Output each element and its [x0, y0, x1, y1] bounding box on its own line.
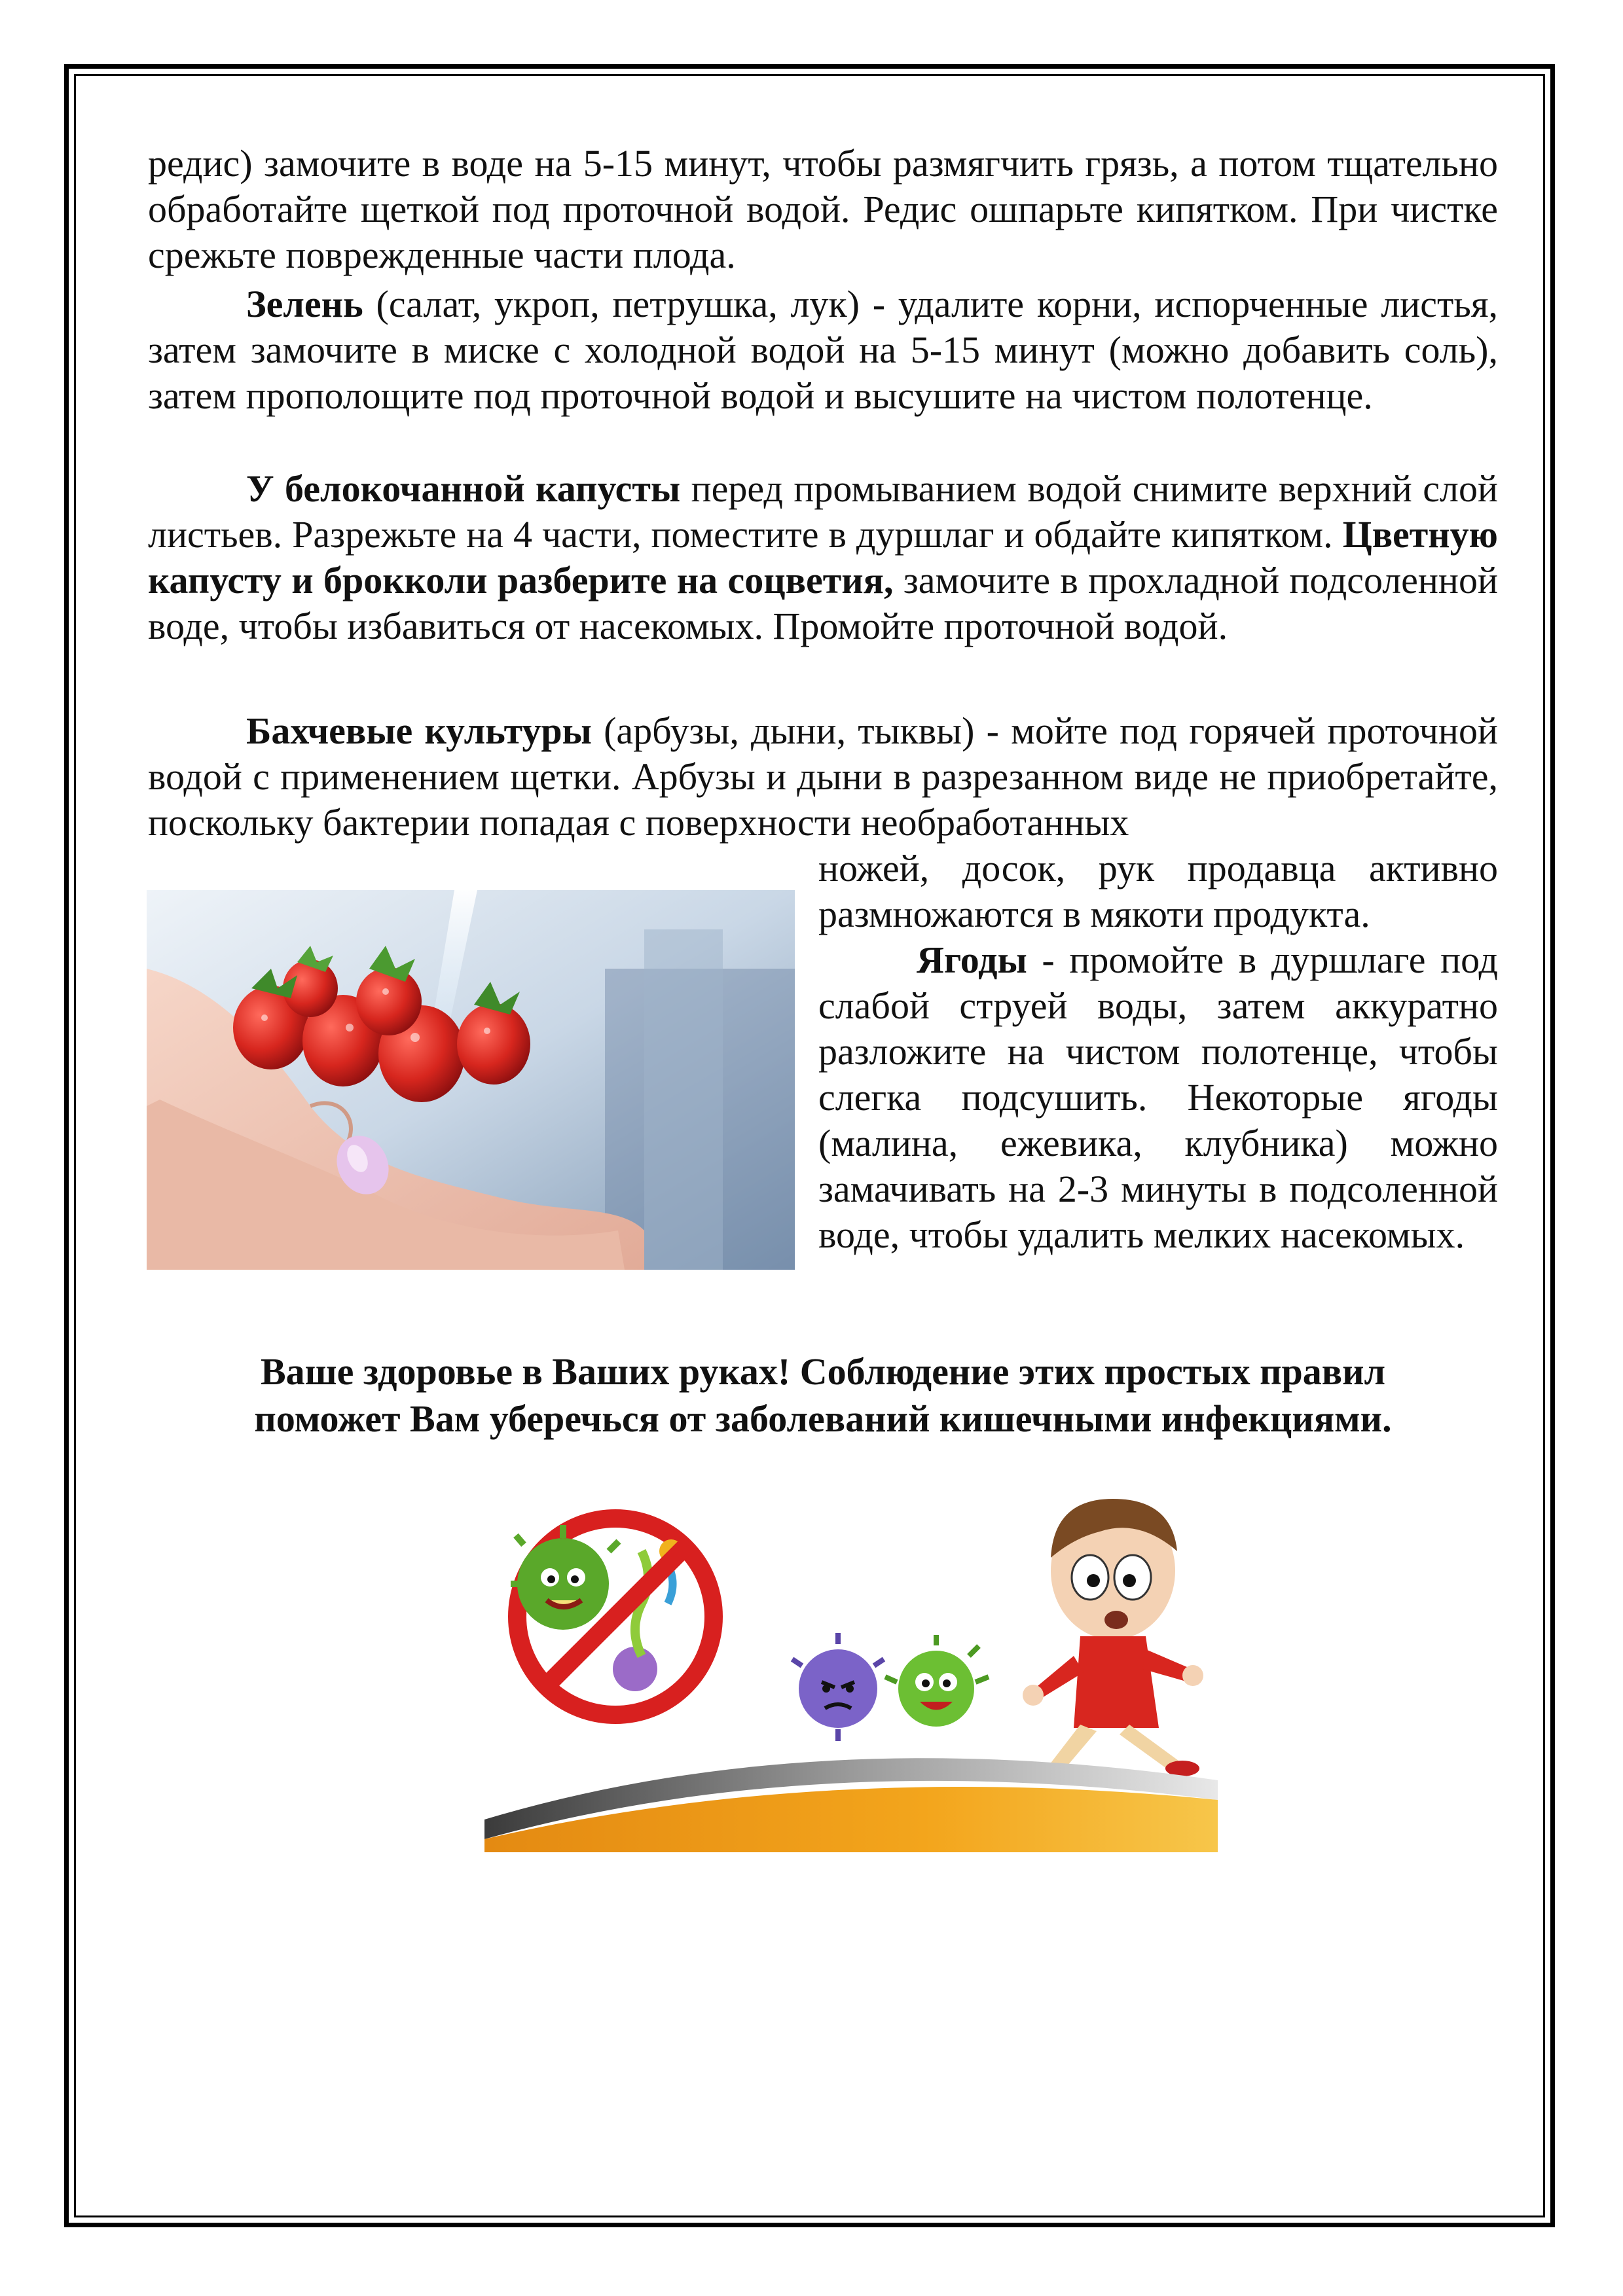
- paragraph-text: перед промыванием водой снимите верхний слой листьев. Разрежьте на 4 части, поместите в дуршлаг и обдайте кипятком.: [148, 467, 1498, 556]
- paragraph-melons-continued: [818, 846, 1498, 937]
- paragraph-berries: [818, 937, 1498, 1258]
- closing-message: [148, 1348, 1498, 1443]
- paragraph-cabbage: [148, 466, 1498, 649]
- green-germ-icon: [885, 1635, 989, 1727]
- paragraph-text: ножей, досок, рук продавца активно размножаются в мякоти продукта.: [818, 847, 1498, 935]
- paragraph-text: (арбузы, дыни, тыквы) - мойте под горячей проточной водой с применением щетки. Арбузы и дыни в разрезанном виде не приобретайте, поскольку бактерии попадая с поверхности необработанных: [148, 709, 1499, 844]
- paragraph-melons: [148, 708, 1498, 846]
- germs-cartoon-illustration: [484, 1473, 1218, 1852]
- running-boy-icon: [1023, 1499, 1203, 1783]
- term-melons: Бахчевые культуры: [246, 709, 592, 752]
- term-cauliflower-broccoli: Цветную капусту и брокколи разберите на соцветия,: [148, 513, 1499, 601]
- term-white-cabbage: У белокочанной капусты: [246, 467, 681, 510]
- paragraph-text: (салат, укроп, петрушка, лук) - удалите корни, испорченные листья, затем замочите в миске с холодной водой на 5-15 минут (можно добавить соль), затем прополощите под проточной водой и высушите на чистом полотенце.: [148, 283, 1498, 417]
- purple-germ-icon: [792, 1633, 884, 1741]
- paragraph-root-vegetables: [148, 141, 1498, 278]
- paragraph-text: - промойте в дуршлаге под слабой струей воды, затем аккуратно разложите на чистом полотенце, чтобы слегка подсушить. Некоторые ягоды (малина, ежевика, клубника) можно замачивать на 2-3 минуты в подсоленной воде, чтобы удалить мелких насекомых.: [818, 939, 1498, 1256]
- term-greens: Зелень: [246, 283, 363, 325]
- prohibition-sign-icon: [511, 1518, 714, 1715]
- paragraph-text: замочите в прохладной подсоленной воде, чтобы избавиться от насекомых. Промойте проточной водой.: [148, 559, 1499, 647]
- closing-line-2: поможет Вам уберечься от заболеваний кишечными инфекциями.: [254, 1397, 1392, 1440]
- paragraph-greens: [148, 281, 1498, 419]
- term-berries: Ягоды: [917, 939, 1027, 981]
- paragraph-text: редис) замочите в воде на 5-15 минут, чтобы размягчить грязь, а потом тщательно обработайте щеткой под проточной водой. Редис ошпарьте кипятком. При чистке срежьте поврежденные части плода.: [148, 142, 1498, 276]
- strawberries-washing-photo: [147, 890, 795, 1270]
- closing-line-1: Ваше здоровье в Ваших руках! Соблюдение этих простых правил: [260, 1350, 1386, 1393]
